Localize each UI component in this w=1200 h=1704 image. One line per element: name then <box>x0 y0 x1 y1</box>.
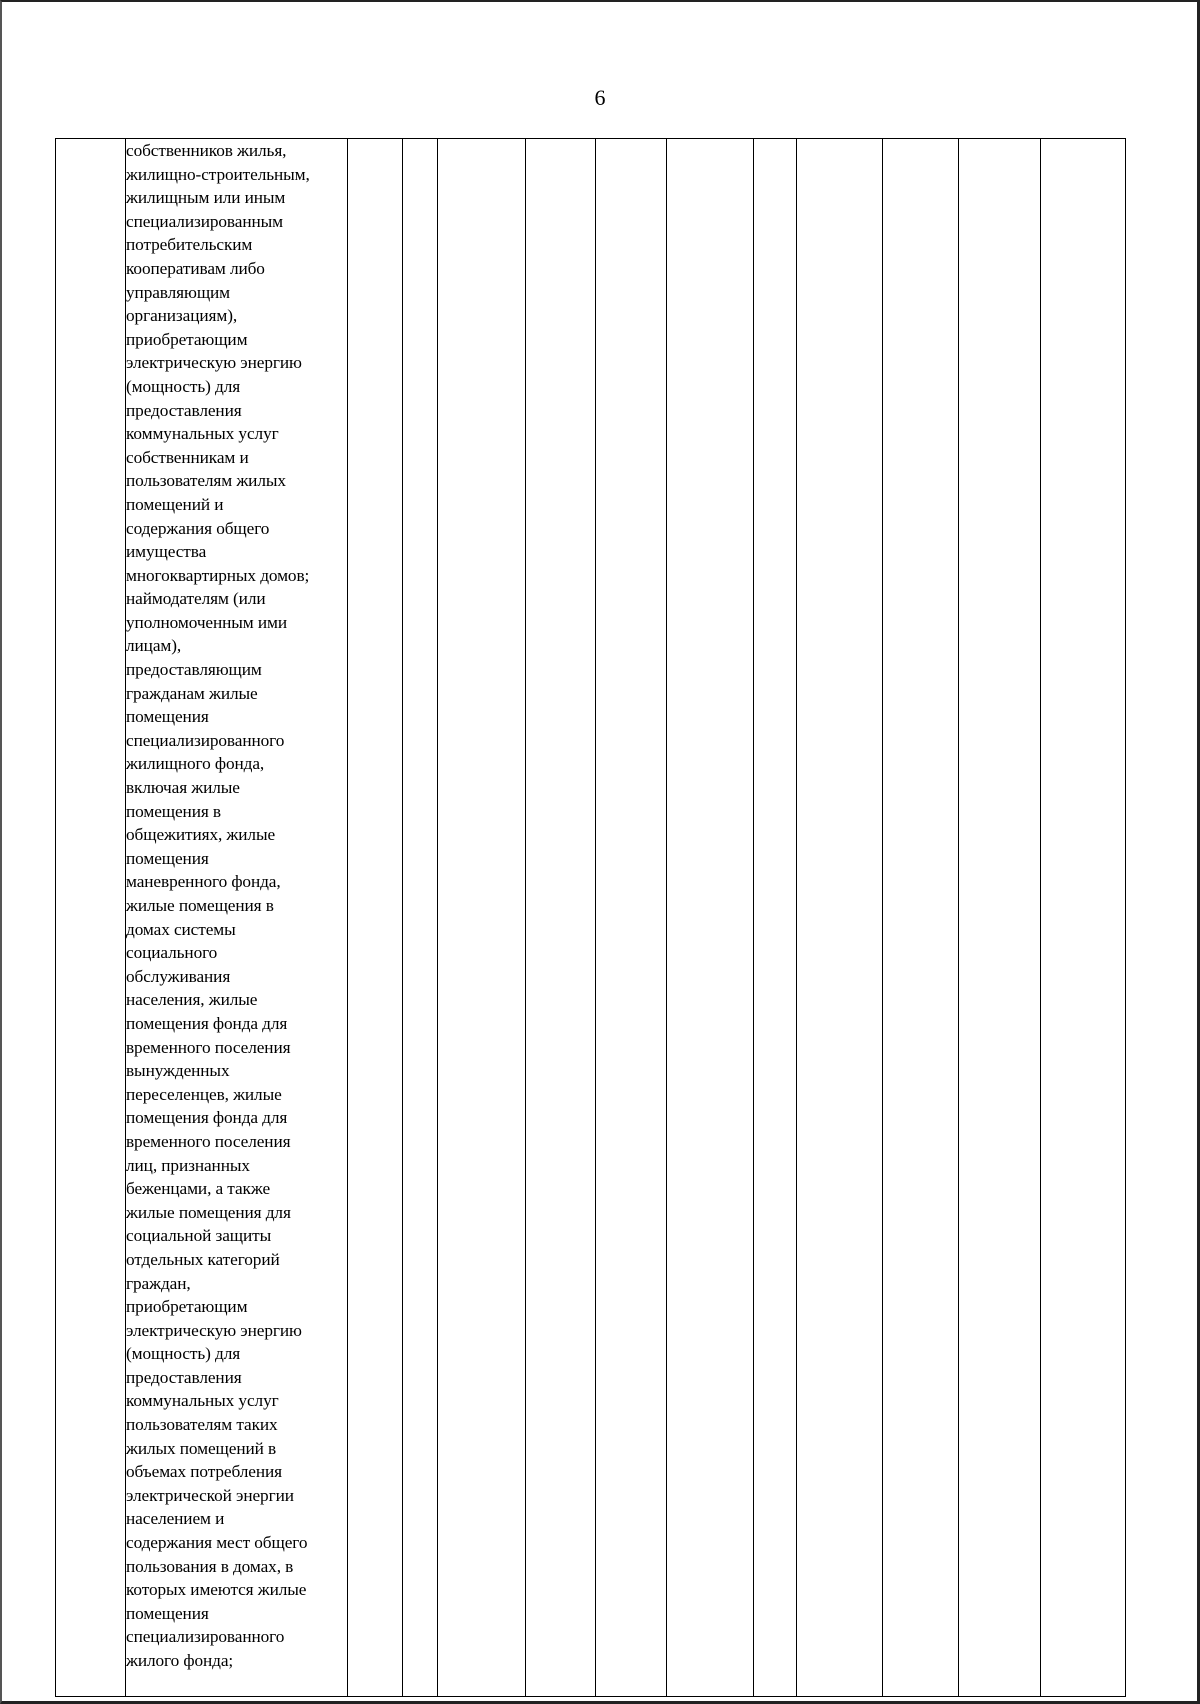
description-line: маневренного фонда, <box>126 872 281 892</box>
description-line: многоквартирных домов; <box>126 565 310 585</box>
description-line: пользователям таких <box>126 1415 278 1435</box>
description-line: наймодателям (или <box>126 589 266 609</box>
description-line: помещения в <box>126 801 221 821</box>
description-line: помещений и <box>126 494 224 514</box>
description-line: гражданам жилые <box>126 683 258 703</box>
description-line: пользователям жилых <box>126 471 286 491</box>
empty-cell <box>596 139 667 1697</box>
empty-cell <box>667 139 754 1697</box>
description-line: включая жилые <box>126 778 240 798</box>
description-line: (мощность) для <box>126 1344 241 1364</box>
data-table <box>55 138 1126 1697</box>
description-line: организациям), <box>126 306 238 326</box>
description-line: собственникам и <box>126 447 249 467</box>
description-line: отдельных категорий <box>126 1249 280 1269</box>
description-line: потребительским <box>126 235 253 255</box>
description-line: населением и <box>126 1509 225 1529</box>
empty-cell <box>403 139 438 1697</box>
description-line: жилого фонда; <box>126 1651 234 1670</box>
description-line: переселенцев, жилые <box>126 1084 282 1104</box>
description-line: вынужденных <box>126 1061 230 1081</box>
description-line: жилищным или иным <box>126 188 286 208</box>
empty-cell <box>754 139 797 1697</box>
description-line: которых имеются жилые <box>126 1580 307 1600</box>
description-line: обслуживания <box>126 966 231 986</box>
description-line: электрической энергии <box>126 1485 294 1505</box>
description-cell <box>126 139 348 1697</box>
description-line: уполномоченным ими <box>126 612 287 632</box>
description-line: кооперативам либо <box>126 258 265 278</box>
description-line: специализированным <box>126 211 283 231</box>
description-line: (мощность) для <box>126 376 241 396</box>
description-line: собственников жилья, <box>126 141 287 160</box>
description-line: лицам), <box>126 636 182 656</box>
page-number: 6 <box>594 85 606 110</box>
description-line: жилые помещения для <box>126 1202 291 1222</box>
description-line: жилых помещений в <box>126 1438 277 1458</box>
description-line: социальной защиты <box>126 1226 272 1246</box>
empty-cell <box>348 139 403 1697</box>
description-line: коммунальных услуг <box>126 424 279 444</box>
description-line: помещения фонда для <box>126 1013 288 1033</box>
empty-cell <box>1041 139 1126 1697</box>
description-line: социального <box>126 943 218 963</box>
description-line: предоставляющим <box>126 660 262 680</box>
description-line: временного поселения <box>126 1037 291 1057</box>
empty-cell <box>959 139 1041 1697</box>
description-line: общежитиях, жилые <box>126 825 276 845</box>
description-line: приобретающим <box>126 1297 248 1317</box>
table-row <box>56 139 1126 1697</box>
description-line: содержания общего <box>126 518 270 538</box>
description-line: имущества <box>126 542 207 562</box>
description-line: предоставления <box>126 1367 242 1387</box>
description-line: беженцами, а также <box>126 1179 271 1199</box>
description-line: электрическую энергию <box>126 353 302 373</box>
description-line: специализированного <box>126 730 285 750</box>
description-line: домах системы <box>126 919 236 939</box>
row-number-cell <box>56 139 126 1697</box>
description-line: управляющим <box>126 282 231 302</box>
description-line: специализированного <box>126 1627 285 1647</box>
description-line: помещения <box>126 848 209 868</box>
empty-cell <box>526 139 596 1697</box>
description-line: помещения <box>126 1603 209 1623</box>
description-line: жилые помещения в <box>126 896 274 915</box>
description-line: временного поселения <box>126 1131 291 1151</box>
description-line: жилищно-строительным, <box>126 164 310 184</box>
description-line: населения, жилые <box>126 990 258 1010</box>
description-line: помещения <box>126 707 209 727</box>
description-line: пользования в домах, в <box>126 1556 294 1576</box>
description-line: объемах потребления <box>126 1462 282 1482</box>
description-line: помещения фонда для <box>126 1108 288 1128</box>
description-line: электрическую энергию <box>126 1320 302 1340</box>
empty-cell <box>438 139 526 1697</box>
empty-cell <box>797 139 883 1697</box>
description-line: коммунальных услуг <box>126 1391 279 1411</box>
description-line: приобретающим <box>126 329 248 349</box>
description-line: лиц, признанных <box>126 1155 250 1175</box>
empty-cell <box>883 139 959 1697</box>
description-line: жилищного фонда, <box>126 754 265 774</box>
description-line: предоставления <box>126 400 242 420</box>
description-line: содержания мест общего <box>126 1533 308 1553</box>
description-line: граждан, <box>126 1273 191 1293</box>
